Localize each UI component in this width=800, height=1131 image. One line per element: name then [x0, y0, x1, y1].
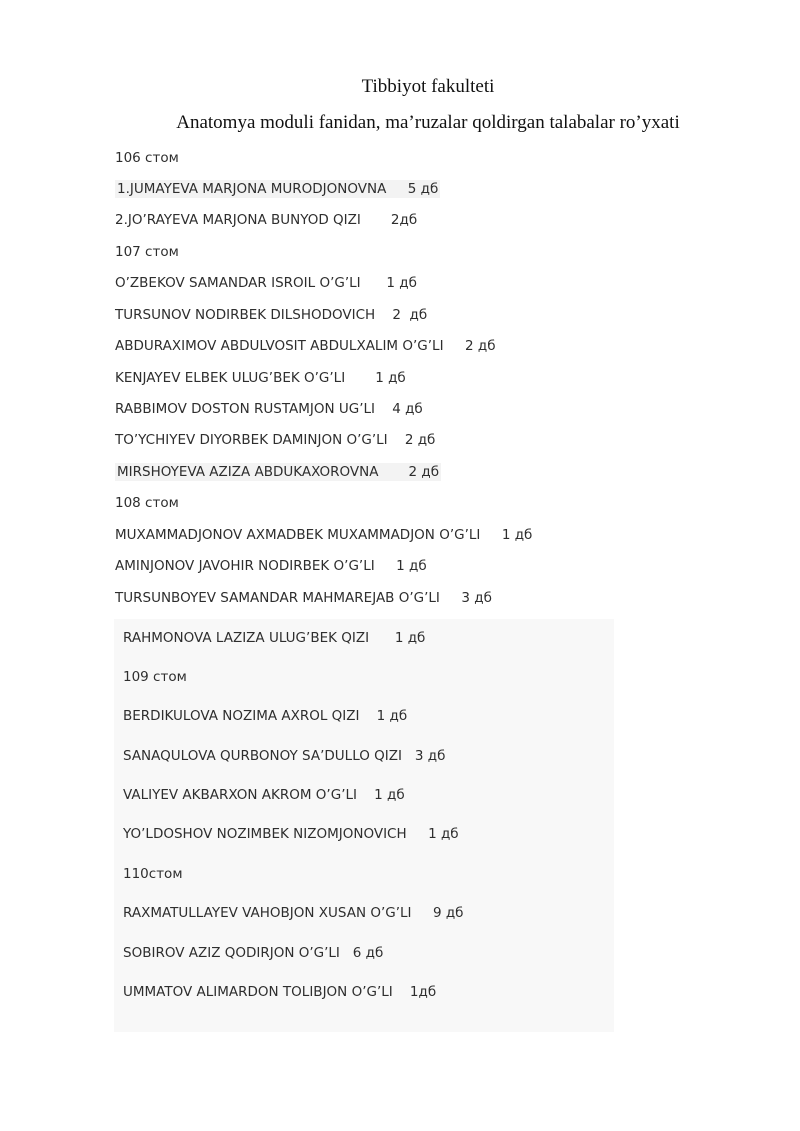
list-item: ABDURAXIMOV ABDULVOSIT ABDULXALIM O’G’LI 2 дб — [115, 338, 496, 354]
list-item: O’ZBEKOV SAMANDAR ISROIL O’G’LI 1 дб — [115, 275, 417, 291]
group-heading: 110стом — [123, 866, 183, 882]
group-heading: 107 стом — [115, 244, 179, 260]
list-item: VALIYEV AKBARXON AKROM O’G’LI 1 дб — [123, 787, 405, 803]
list-item: RABBIMOV DOSTON RUSTAMJON UG’LI 4 дб — [115, 401, 423, 417]
list-item: 1.JUMAYEVA MARJONA MURODJONOVNA 5 дб — [117, 181, 439, 197]
list-item: RAHMONOVA LAZIZA ULUG’BEK QIZI 1 дб — [123, 630, 426, 646]
list-item: YO’LDOSHOV NOZIMBEK NIZOMJONOVICH 1 дб — [123, 826, 459, 842]
list-item: TURSUNOV NODIRBEK DILSHODOVICH 2 дб — [115, 307, 428, 323]
list-item: AMINJONOV JAVOHIR NODIRBEK O’G’LI 1 дб — [115, 558, 427, 574]
list-item: UMMATOV ALIMARDON TOLIBJON O’G’LI 1дб — [123, 984, 437, 1000]
group-heading: 109 стом — [123, 669, 187, 685]
list-item: MUXAMMADJONOV AXMADBEK MUXAMMADJON O’G’LI 1 дб — [115, 527, 533, 543]
list-item: KENJAYEV ELBEK ULUG’BEK O’G’LI 1 дб — [115, 370, 406, 386]
document-subtitle: Anatomya moduli fanidan, ma’ruzalar qoldirgan talabalar ro’yxati — [176, 112, 680, 133]
list-item: SANAQULOVA QURBONOY SA’DULLO QIZI 3 дб — [123, 748, 446, 764]
list-item: TO’YCHIYEV DIYORBEK DAMINJON O’G’LI 2 дб — [115, 432, 436, 448]
list-item: 2.JO’RAYEVA MARJONA BUNYOD QIZI 2дб — [115, 212, 418, 228]
faculty-title: Tibbiyot fakulteti — [361, 76, 495, 97]
list-item: MIRSHOYEVA AZIZA ABDUKAXOROVNA 2 дб — [117, 464, 440, 480]
shaded-list-box — [114, 619, 614, 1032]
list-item: SOBIROV AZIZ QODIRJON O’G’LI 6 дб — [123, 945, 384, 961]
group-heading: 108 стом — [115, 495, 179, 511]
list-item: BERDIKULOVA NOZIMA AXROL QIZI 1 дб — [123, 708, 408, 724]
list-item: RAXMATULLAYEV VAHOBJON XUSAN O’G’LI 9 дб — [123, 905, 464, 921]
group-heading: 106 стом — [115, 150, 179, 166]
list-item: TURSUNBOYEV SAMANDAR MAHMAREJAB O’G’LI 3 дб — [115, 590, 492, 606]
